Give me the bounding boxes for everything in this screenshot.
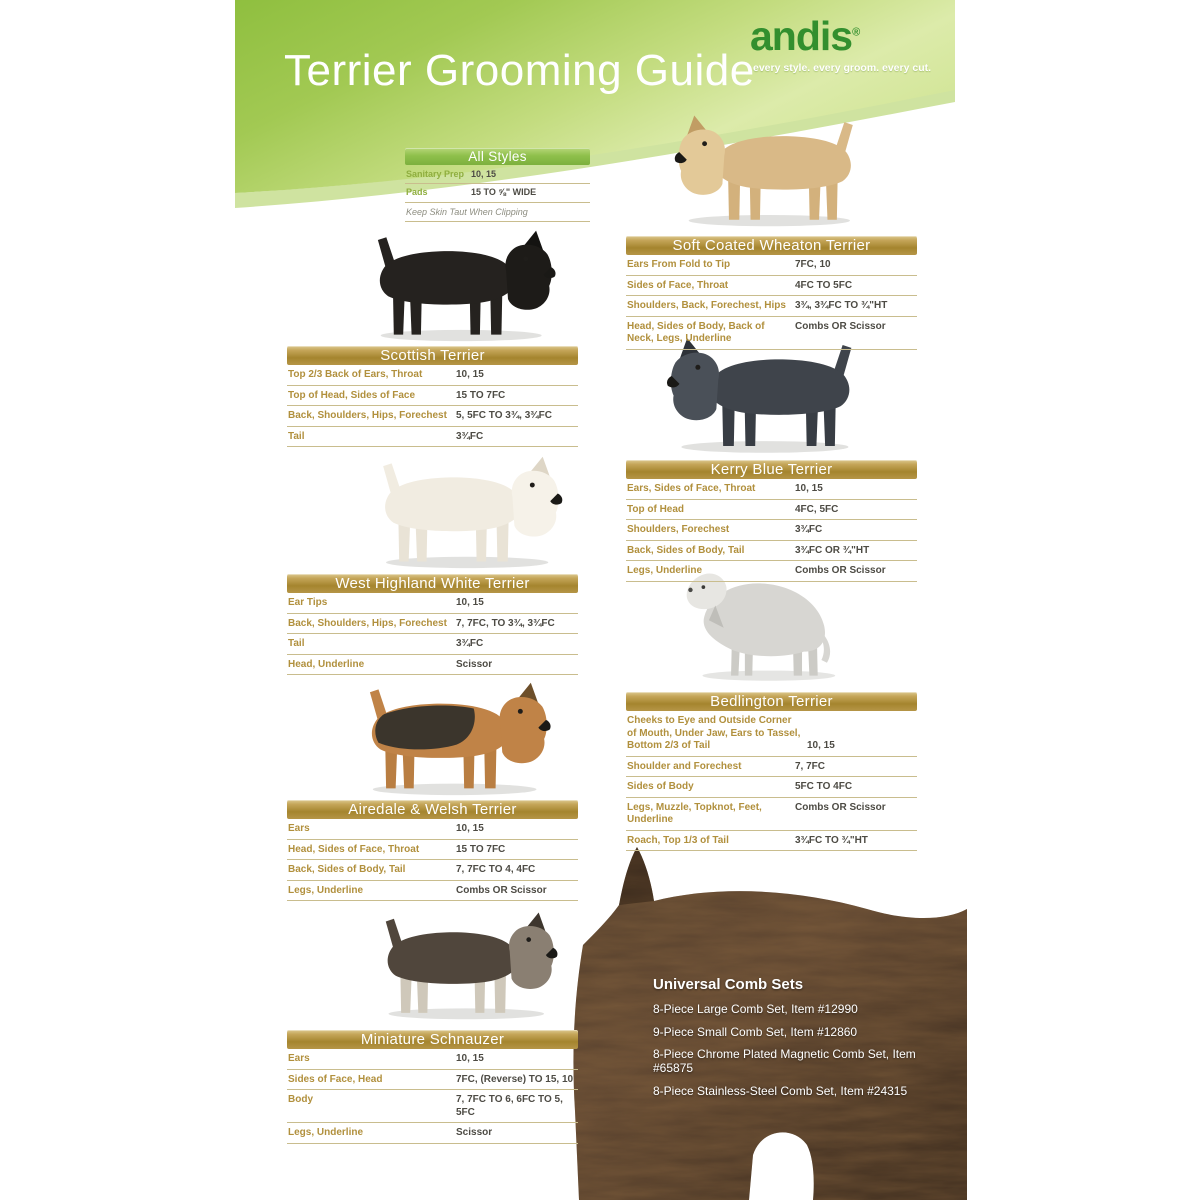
row-value: 15 TO 7FC	[456, 843, 506, 855]
table-row	[626, 798, 917, 831]
row-value: 10, 15	[456, 823, 484, 834]
row-label: Sides of Body	[627, 781, 694, 792]
table-row	[287, 634, 578, 655]
row-label: Top of Head	[627, 503, 685, 515]
row-label: Head, Underline	[288, 658, 365, 670]
row-value: Combs OR Scissor	[795, 565, 886, 576]
row-value: Combs OR Scissor	[456, 884, 547, 896]
row-value: 10, 15	[795, 483, 823, 494]
row-label: Top of Head, Sides of Face	[288, 389, 416, 401]
table-row	[405, 184, 590, 203]
row-label: Head, Sides of Body, Back of Neck, Legs, Underline	[627, 320, 765, 344]
section-header: Airedale & Welsh Terrier	[287, 800, 578, 819]
row-value: 7FC, (Reverse) TO 15, 10	[456, 1073, 574, 1085]
table-all-styles	[405, 148, 590, 222]
table-row	[287, 860, 578, 881]
comb-set-item: 8-Piece Stainless-Steel Comb Set, Item #24315	[653, 1083, 908, 1098]
table-row	[287, 819, 578, 840]
table-row	[287, 1123, 578, 1144]
kerry-blue-terrier-photo	[660, 333, 864, 455]
table-row	[287, 365, 578, 386]
row-label: Shoulder and Forechest	[627, 760, 742, 772]
row-value: 3¾FC OR ¾"HT	[795, 544, 870, 556]
table-row	[626, 541, 917, 562]
comb-set-item: 8-Piece Large Comb Set, Item #12990	[653, 1002, 858, 1016]
row-label: Ears	[288, 1053, 310, 1064]
table-row	[626, 831, 917, 852]
row-label: Shoulders, Forechest	[627, 524, 730, 535]
row-value: 3¾FC TO ¾"HT	[795, 834, 868, 846]
table-row	[287, 1049, 578, 1070]
section-header: Miniature Schnauzer	[287, 1030, 578, 1049]
table-row	[626, 757, 917, 778]
row-label: Legs, Underline	[288, 884, 364, 896]
andis-logo	[750, 13, 861, 59]
section-header: Kerry Blue Terrier	[626, 460, 917, 479]
brand-tagline: every style. every groom. every cut.	[753, 62, 932, 74]
soft-coated-wheaton-terrier-photo	[668, 106, 865, 233]
row-value: 10, 15	[807, 740, 835, 751]
row-value: 7, 7FC TO 6, 6FC TO 5, 5FC	[456, 1094, 563, 1118]
row-label: Sanitary Prep	[406, 168, 465, 179]
table-row	[287, 614, 578, 635]
row-label: Ears	[288, 823, 310, 834]
row-label: Back, Sides of Body, Tail	[288, 864, 406, 875]
row-label: Back, Sides of Body, Tail	[627, 544, 745, 556]
table-row	[626, 255, 917, 276]
row-value: Combs OR Scissor	[795, 801, 886, 813]
row-value: 7FC, 10	[795, 259, 831, 270]
row-label: Back, Shoulders, Hips, Forechest	[288, 410, 447, 421]
table-airedale-welsh-terrier	[287, 800, 578, 901]
section-header: Scottish Terrier	[287, 346, 578, 365]
table-west-highland-white-terrier	[287, 574, 578, 675]
row-label: Ears, Sides of Face, Throat	[627, 483, 756, 494]
row-value: 10, 15	[471, 168, 497, 179]
brand-name: andis	[750, 13, 853, 59]
row-value: 3¾FC	[456, 430, 484, 442]
row-label: Top 2/3 Back of Ears, Throat	[288, 369, 423, 380]
west-highland-white-terrier-photo	[370, 452, 570, 570]
row-label: Ears From Fold to Tip	[627, 259, 731, 270]
table-row	[626, 276, 917, 297]
miniature-schnauzer-photo	[374, 904, 564, 1025]
table-row	[287, 840, 578, 861]
row-label: Cheeks to Eye and Outside Corner of Mouth, Under Jaw, Ears to Tassel, Bottom 2/3 of Tail	[627, 715, 801, 751]
table-row	[626, 561, 917, 582]
row-label: Shoulders, Back, Forechest, Hips	[627, 300, 786, 311]
section-header: All Styles	[405, 148, 590, 165]
row-label: Legs, Underline	[627, 565, 703, 576]
table-row	[287, 406, 578, 427]
row-value: Combs OR Scissor	[795, 320, 886, 332]
row-value: 10, 15	[456, 369, 484, 380]
row-value: 3¾FC	[795, 524, 823, 535]
section-header: Soft Coated Wheaton Terrier	[626, 236, 917, 255]
row-label: Sides of Face, Throat	[627, 279, 729, 291]
row-label: Pads	[406, 187, 428, 198]
table-row	[626, 500, 917, 521]
row-label: Tail	[288, 430, 305, 442]
page-title: Terrier Grooming Guide	[284, 46, 755, 95]
scottish-terrier-photo	[364, 226, 564, 343]
row-value: 3¾, 3¾FC TO ¾"HT	[795, 300, 888, 311]
table-row	[287, 1070, 578, 1091]
universal-comb-sets	[653, 976, 943, 1106]
row-label: Body	[288, 1094, 313, 1105]
comb-set-item: 8-Piece Chrome Plated Magnetic Comb Set, Item #65875	[653, 1047, 916, 1075]
section-header: West Highland White Terrier	[287, 574, 578, 593]
table-soft-coated-wheaton-terrier	[626, 236, 917, 350]
row-value: 5FC TO 4FC	[795, 781, 853, 792]
table-bedlington-terrier	[626, 692, 917, 851]
row-value: 4FC TO 5FC	[795, 279, 853, 291]
section-header: Bedlington Terrier	[626, 692, 917, 711]
table-kerry-blue-terrier	[626, 460, 917, 582]
row-value: 5, 5FC TO 3¾, 3¾FC	[456, 410, 552, 421]
comb-sets-title: Universal Comb Sets	[653, 976, 804, 993]
table-row	[287, 427, 578, 448]
row-value: 7, 7FC, TO 3¾, 3¾FC	[456, 617, 555, 629]
table-row	[626, 520, 917, 541]
table-row	[287, 386, 578, 407]
row-value: Scissor	[456, 658, 493, 670]
table-scottish-terrier	[287, 346, 578, 447]
comb-set-item: 9-Piece Small Comb Set, Item #12860	[653, 1024, 858, 1039]
row-label: Legs, Muzzle, Topknot, Feet, Underline	[627, 801, 762, 825]
row-value: 3¾FC	[456, 638, 484, 649]
row-label: Tail	[288, 638, 305, 649]
row-value: 7, 7FC	[795, 760, 826, 772]
table-row	[626, 479, 917, 500]
row-value: 15 TO 7FC	[456, 389, 506, 401]
row-value: 4FC, 5FC	[795, 503, 839, 515]
table-miniature-schnauzer	[287, 1030, 578, 1144]
row-label: Legs, Underline	[288, 1127, 364, 1138]
row-value: 7, 7FC TO 4, 4FC	[456, 864, 536, 875]
row-label: Back, Shoulders, Hips, Forechest	[288, 617, 447, 629]
registered-mark: ®	[852, 26, 861, 39]
row-value: 10, 15	[456, 597, 484, 608]
airedale-welsh-terrier-photo	[355, 678, 560, 797]
table-row	[405, 165, 590, 184]
row-value: 15 TO ⅝" WIDE	[471, 187, 537, 198]
row-label: Roach, Top 1/3 of Tail	[627, 834, 729, 846]
row-value: Scissor	[456, 1127, 493, 1138]
table-row	[287, 655, 578, 676]
table-row	[287, 881, 578, 902]
row-value: 10, 15	[456, 1053, 484, 1064]
row-label: Head, Sides of Face, Throat	[288, 843, 420, 855]
table-row	[626, 296, 917, 317]
table-note: Keep Skin Taut When Clipping	[405, 203, 590, 222]
table-row	[626, 317, 917, 350]
table-row	[626, 777, 917, 798]
table-row	[626, 711, 917, 757]
table-row	[287, 1090, 578, 1123]
table-row	[287, 593, 578, 614]
row-label: Sides of Face, Head	[288, 1073, 383, 1085]
row-label: Ear Tips	[288, 597, 328, 608]
